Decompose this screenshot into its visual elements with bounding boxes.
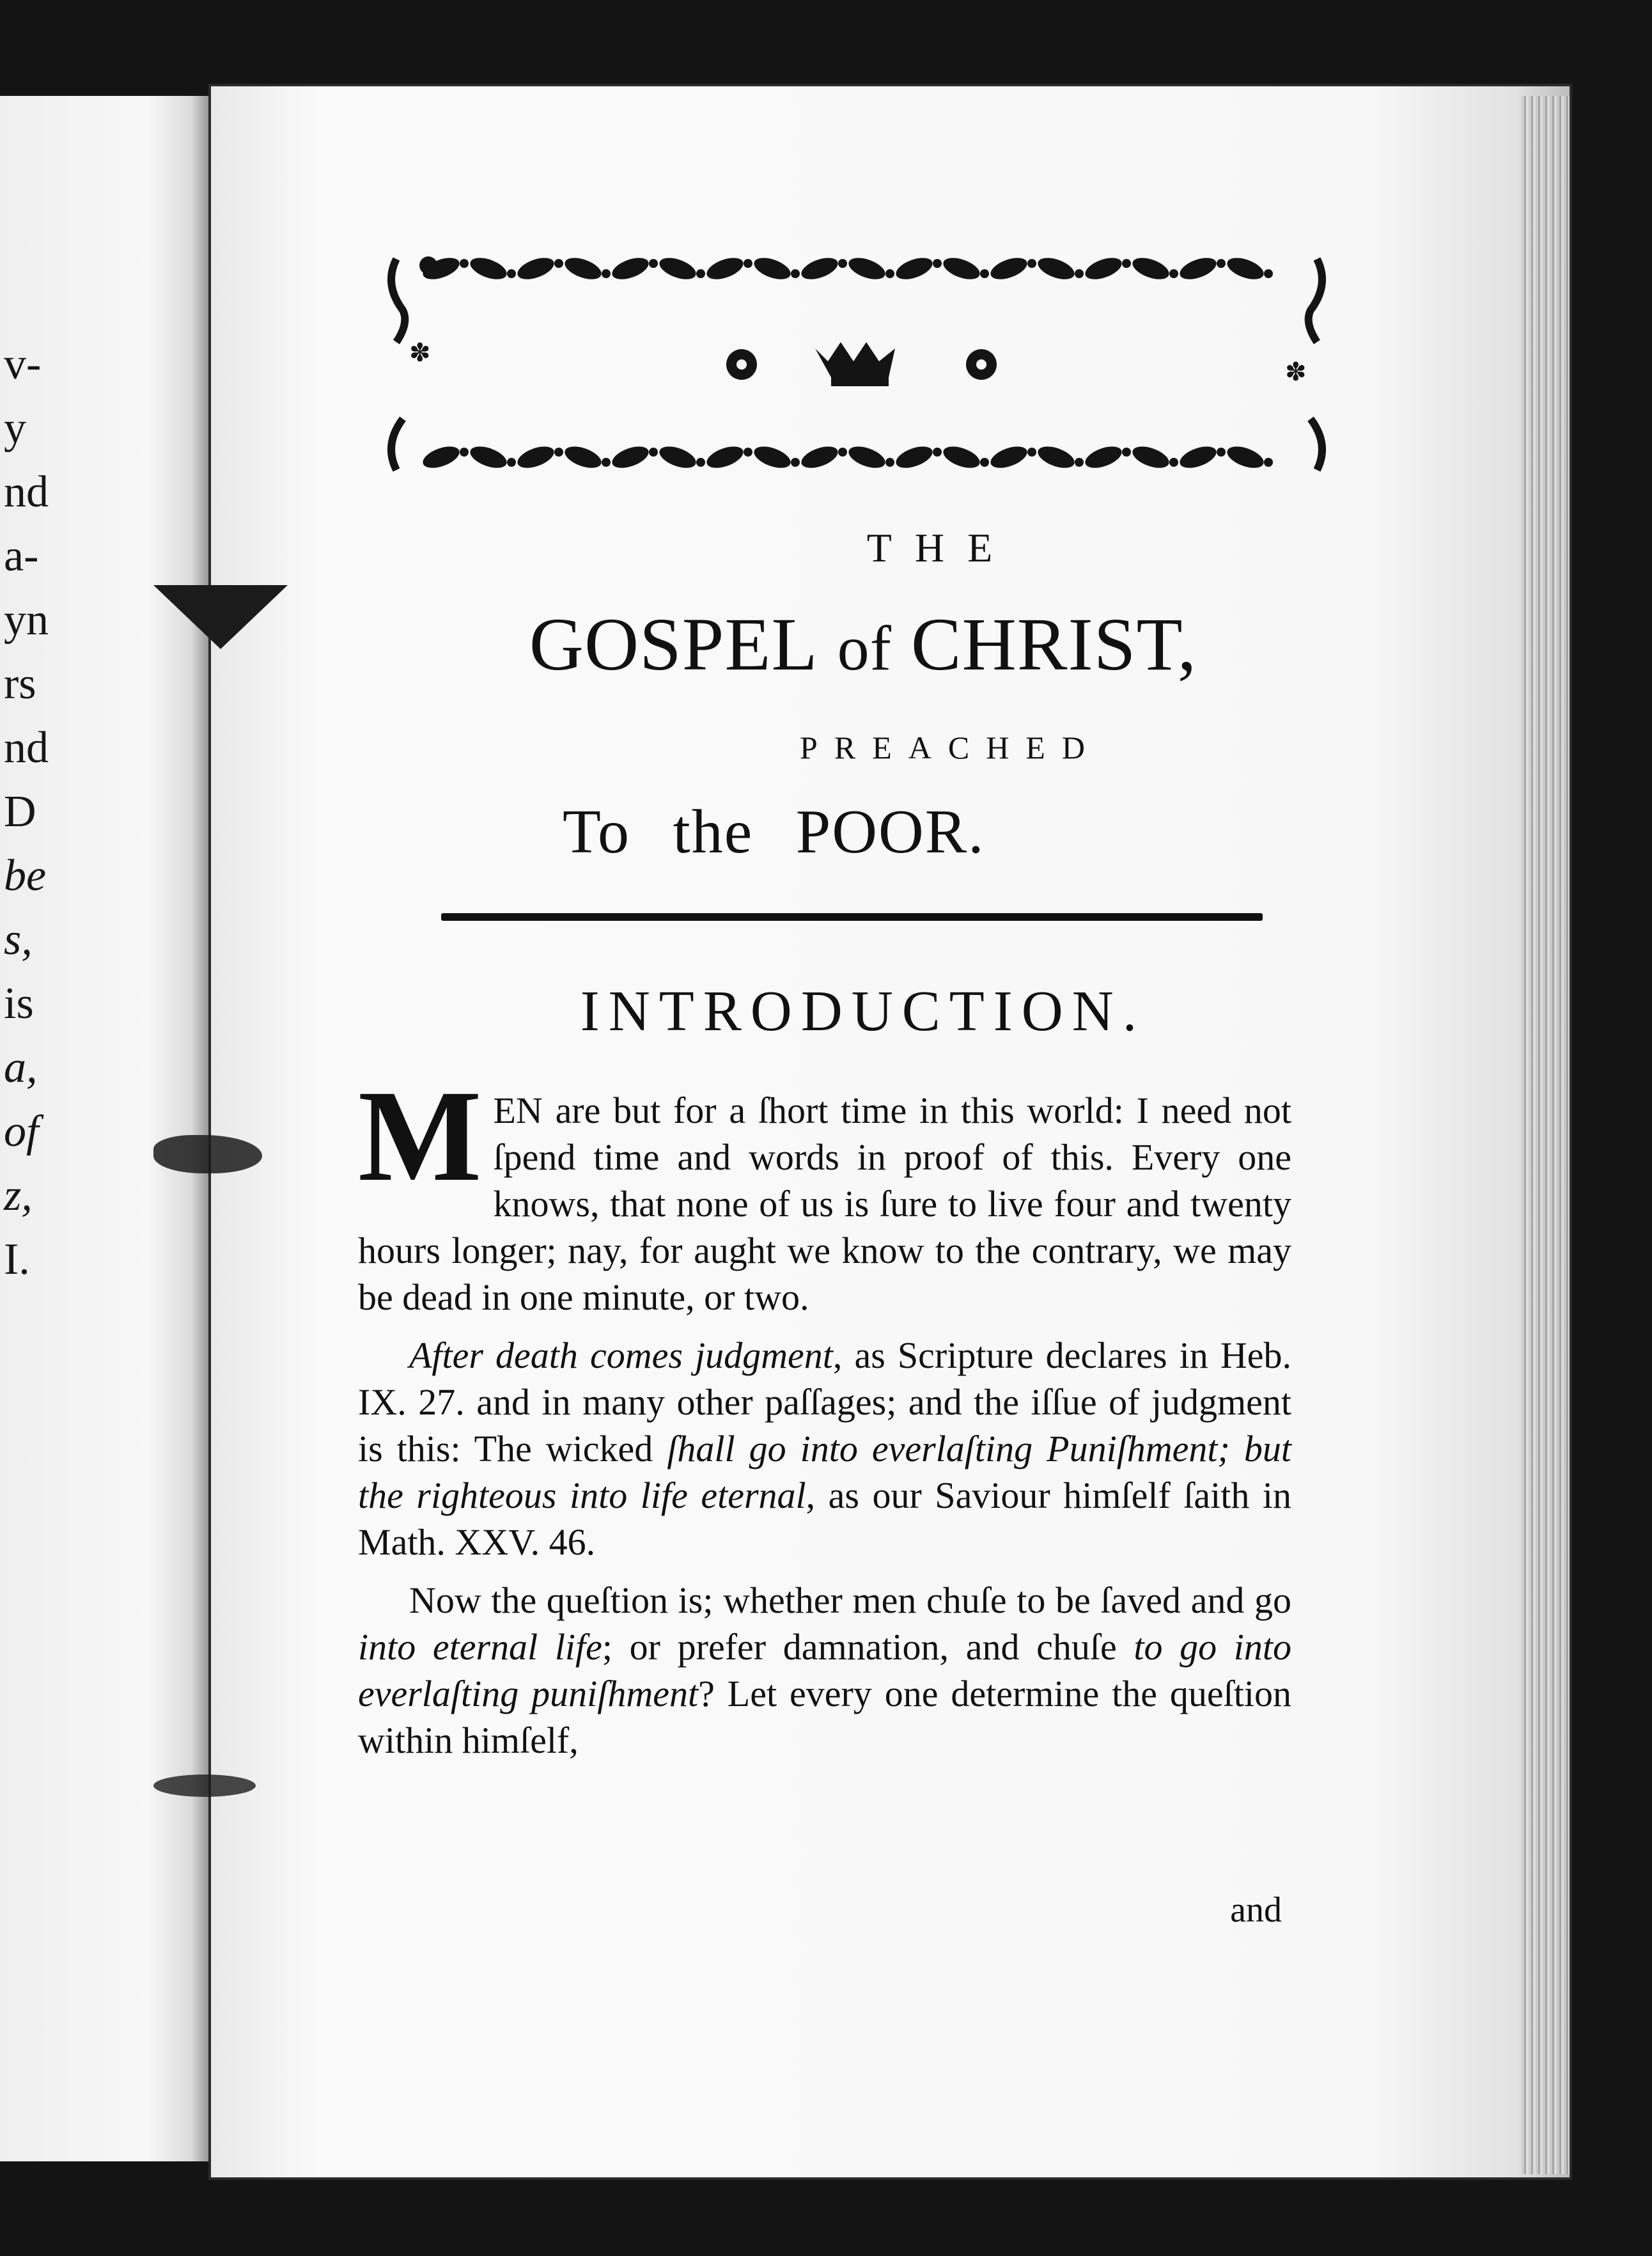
left-page: [0, 96, 211, 2161]
ornament-leaf: [420, 443, 462, 473]
title-to-the-poor: To the POOR.: [563, 797, 985, 866]
horizontal-rule: [441, 913, 1263, 921]
ornament-leaf: [988, 443, 1030, 473]
ornament-berry: [838, 448, 847, 457]
ornament-berry: [791, 458, 800, 467]
gutter-stain: [153, 1774, 256, 1797]
left-page-fragment: be: [4, 851, 47, 900]
ornament-berry: [885, 269, 894, 278]
text-run: , as Scripture declares in Heb. IX. 27. and in many other paſſages; and the iſſue of judgment is this: The wicked: [358, 1335, 1291, 1469]
left-page-fragment: v-: [4, 340, 42, 389]
ornament-leaf: [562, 443, 604, 473]
left-page-fragment: s,: [4, 915, 33, 964]
ornament-berry: [1075, 458, 1084, 467]
ornament-leaf: [609, 443, 651, 473]
ornament-berry: [460, 259, 469, 268]
ornament-berry: [1075, 269, 1084, 278]
text-run: to go into everlaſting puniſhment: [358, 1626, 1292, 1714]
drop-cap: M: [358, 1063, 482, 1209]
ornament-berry: [744, 448, 752, 457]
ornament-berry: [602, 458, 611, 467]
left-page-fragment: rs: [4, 659, 36, 709]
ornament-berry: [980, 458, 989, 467]
ornament-berry: [1027, 448, 1036, 457]
ornament-leaf: [846, 443, 888, 473]
ornament-berry: [649, 259, 658, 268]
left-page-fragment: z,: [4, 1171, 33, 1220]
body-text: [358, 1063, 1292, 1764]
ornament-leaf: [515, 254, 557, 284]
left-page-fragment: nd: [4, 723, 49, 772]
decorative-headpiece: [384, 246, 1330, 483]
ornament-berry: [602, 269, 611, 278]
ornament-leaf: [515, 443, 557, 473]
paragraph-3: [358, 1577, 1291, 1764]
ornament-leaf: [988, 254, 1030, 284]
ornament-leaf: [893, 443, 935, 473]
ornament-berry: [1169, 269, 1178, 278]
left-page-fragment: a,: [4, 1043, 38, 1092]
ornament-leaf: [799, 254, 841, 284]
ornament-berry: [507, 458, 516, 467]
left-page-fragment: of: [4, 1107, 39, 1156]
svg-text:✽: ✽: [1285, 357, 1307, 386]
ornament-leaf: [893, 254, 935, 284]
ornament-leaf: [1130, 443, 1172, 473]
ornament-leaf: [562, 254, 604, 284]
left-page-fragment: nd: [4, 467, 49, 517]
ornament-leaf: [704, 443, 746, 473]
page-edges: [1522, 96, 1570, 2174]
ornament-leaf: [467, 254, 510, 284]
left-page-fragment: is: [4, 979, 34, 1028]
paragraph-1: [358, 1063, 1291, 1320]
title-gospel: GOSPEL: [529, 602, 818, 686]
text-run: ? Let every one determine the queſtion within himſelf,: [358, 1673, 1291, 1761]
text-run: ; or prefer damnation, and chuſe: [602, 1626, 1134, 1668]
ornament-leaf: [1224, 254, 1266, 284]
ornament-berry: [933, 259, 942, 268]
left-page-fragment: D: [4, 787, 36, 836]
left-page-text-fragments: [4, 333, 49, 1292]
ornament-leaf: [1082, 254, 1125, 284]
left-page-fragment: a-: [4, 531, 39, 581]
ornament-berry: [791, 269, 800, 278]
ornament-leaf: [1082, 443, 1125, 473]
ornament-leaf: [940, 443, 983, 473]
ornament-berry: [1264, 458, 1273, 467]
ornament-leaf: [1035, 254, 1077, 284]
ornament-berry: [838, 259, 847, 268]
title-preached: PREACHED: [800, 730, 1102, 765]
ornament-berry: [507, 269, 516, 278]
ornament-leaf: [1130, 254, 1172, 284]
text-run: After death comes judgment: [409, 1335, 833, 1376]
ornament-berry: [1027, 259, 1036, 268]
ornament-berry: [460, 448, 469, 457]
ornament-leaf: [1224, 443, 1266, 473]
ornament-berry: [1169, 458, 1178, 467]
ornament-berry: [885, 458, 894, 467]
svg-text:✽: ✽: [409, 338, 431, 367]
paragraph-1-text: EN are but for a ſhort time in this world: I need not ſpend time and words in proof of this. Every one knows, that none of us is ſure to live four and twenty hours longer; nay, for aught we know to the contrary, we may be dead in one minute, or two.: [358, 1090, 1291, 1318]
ornament-berry: [1217, 259, 1226, 268]
ornament-berry: [1217, 448, 1226, 457]
title-of: of: [837, 613, 892, 684]
ornament-berry: [1122, 448, 1131, 457]
ornament-leaf: [751, 443, 793, 473]
title-main: [448, 601, 1279, 688]
ornament-leaf: [467, 443, 510, 473]
section-heading: INTRODUCTION.: [580, 980, 1146, 1043]
ornament-berry: [744, 259, 752, 268]
ornament-berry: [696, 269, 705, 278]
ornament-leaf: [1035, 443, 1077, 473]
left-page-fragment: yn: [4, 595, 49, 645]
ornament-leaf: [1177, 443, 1219, 473]
ornament-berry: [1264, 269, 1273, 278]
left-page-fragment: I.: [4, 1235, 30, 1284]
ornament-leaf: [1177, 254, 1219, 284]
catchword: and: [1230, 1890, 1282, 1930]
ornament-berry: [649, 448, 658, 457]
ornament-leaf: [846, 254, 888, 284]
ornament-berry: [554, 259, 563, 268]
text-run: into eternal life: [358, 1626, 602, 1668]
title-line-the: THE: [866, 525, 1016, 570]
ornament-leaf: [751, 254, 793, 284]
ornament-leaf: [657, 254, 699, 284]
ornament-leaf: [704, 254, 746, 284]
text-run: Now the queſtion is; whether men chuſe to be ſaved and go: [409, 1579, 1291, 1621]
ornament-leaf: [657, 443, 699, 473]
ornament-berry: [696, 458, 705, 467]
ornament-berry: [933, 448, 942, 457]
text-run: , as our Saviour himſelf ſaith in Math. XXV. 46.: [358, 1475, 1291, 1563]
ornament-berry: [554, 448, 563, 457]
text-run: ſhall go into everlaſting Puniſhment; but the righteous into life eternal: [358, 1428, 1291, 1516]
left-page-fragment: y: [4, 403, 26, 453]
ornament-leaf: [940, 254, 983, 284]
ornament-leaf: [609, 254, 651, 284]
title-christ: CHRIST,: [910, 602, 1197, 686]
paragraph-2: [358, 1332, 1291, 1565]
ornament-berry: [1122, 259, 1131, 268]
ornament-berry: [980, 269, 989, 278]
ornament-leaf: [799, 443, 841, 473]
